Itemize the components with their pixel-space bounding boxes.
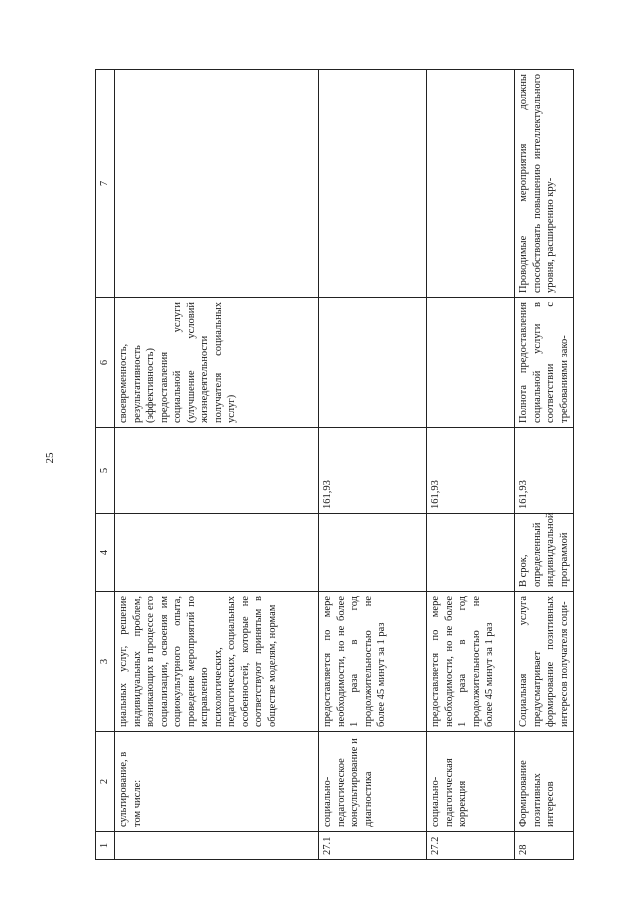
header-cell: 6 — [96, 298, 115, 428]
services-table — [95, 69, 574, 860]
service-term — [427, 514, 515, 592]
service-name: социально-педагогическое консультирование и диагностика — [319, 732, 427, 832]
rotated-table-container — [95, 70, 570, 860]
service-tariff: 161,93 — [515, 428, 574, 514]
result-evaluation: Проводимые мероприятия должны способствовать повышению интеллектуального уровня, расширению кру- — [515, 70, 574, 298]
service-tariff: 161,93 — [427, 428, 515, 514]
table-row — [515, 70, 574, 860]
service-description: Социальная услуга предусматривает формирование позитивных интересов получателя соци- — [515, 592, 574, 732]
table-row — [115, 70, 319, 860]
row-number: 27.1 — [319, 832, 427, 860]
service-name: социально-педагогическая коррекция — [427, 732, 515, 832]
table-row — [427, 70, 515, 860]
quality-indicators: своевременность, результативность (эффективность) предоставления социальной услуги (улучшение условий жизнедеятельности получателя социальных услуг) — [115, 298, 319, 428]
quality-indicators: Полнота предоставления социальной услуги в соответствии с требованиями зако- — [515, 298, 574, 428]
result-evaluation — [319, 70, 427, 298]
header-cell: 3 — [96, 592, 115, 732]
service-description: циальных услуг, решение индивидуальных проблем, возникающих в процессе его социализации, освоения им социокультурного опыта, проведение мероприятий по исправлению психологических, педагогических, социальных особенностей, которые не соответствуют принятым в обществе моделям, нормам — [115, 592, 319, 732]
service-term: В срок, определенный индивидуальной программой — [515, 514, 574, 592]
header-cell: 7 — [96, 70, 115, 298]
result-evaluation — [427, 70, 515, 298]
row-number — [115, 832, 319, 860]
rotated-page-area — [95, 70, 570, 860]
quality-indicators — [427, 298, 515, 428]
row-number: 27.2 — [427, 832, 515, 860]
row-number: 28 — [515, 832, 574, 860]
header-row — [96, 70, 115, 860]
service-name: Формирование позитивных интересов — [515, 732, 574, 832]
service-name: сультирование, в том числе: — [115, 732, 319, 832]
service-tariff: 161,93 — [319, 428, 427, 514]
page-number: 25 — [44, 452, 56, 464]
service-tariff — [115, 428, 319, 514]
table-row — [319, 70, 427, 860]
header-cell: 1 — [96, 832, 115, 860]
service-term — [319, 514, 427, 592]
header-cell: 4 — [96, 514, 115, 592]
header-cell: 2 — [96, 732, 115, 832]
service-description: предоставляется по мере необходимости, но не более 1 раза в год продолжительностью не более 45 минут за 1 раз — [319, 592, 427, 732]
service-term — [115, 514, 319, 592]
quality-indicators — [319, 298, 427, 428]
result-evaluation — [115, 70, 319, 298]
header-cell: 5 — [96, 428, 115, 514]
service-description: предоставляется по мере необходимости, но не более 1 раза в год продолжительностью не более 45 минут за 1 раз — [427, 592, 515, 732]
